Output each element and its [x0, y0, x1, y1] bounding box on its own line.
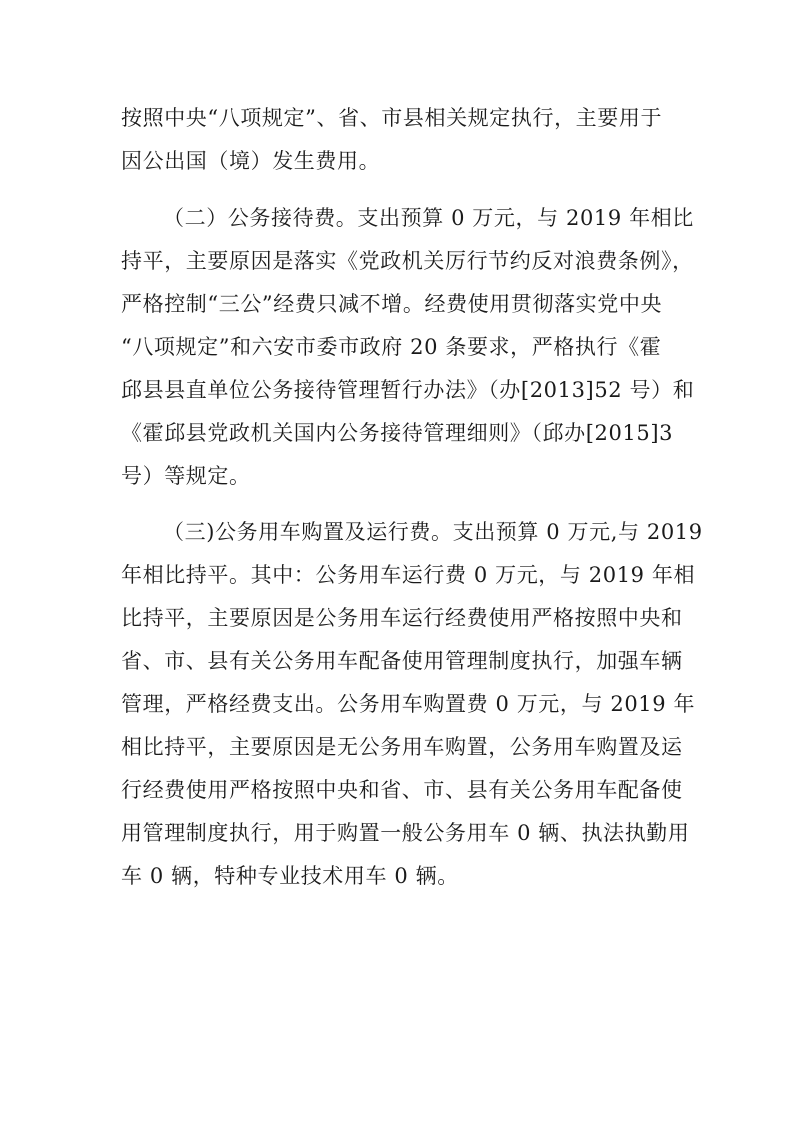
paragraph-line: 年相比持平。其中：公务用车运行费 0 万元，与 2019 年相	[121, 563, 696, 587]
paragraph-line: 比持平，主要原因是公务用车运行经费使用严格按照中央和	[121, 606, 683, 630]
paragraph-line: 持平，主要原因是落实《党政机关厉行节约反对浪费条例》，	[121, 249, 694, 273]
paragraph-line: “八项规定”和六安市委市政府 20 条要求，严格执行《霍	[121, 335, 662, 359]
paragraph-line: 行经费使用严格按照中央和省、市、县有关公务用车配备使	[121, 778, 683, 802]
paragraph-line: 《霍邱县党政机关国内公务接待管理细则》（邱办[2015]3	[121, 421, 674, 445]
paragraph-line: （二）公务接待费。支出预算 0 万元，与 2019 年相比	[163, 206, 694, 230]
paragraph-line: 车 0 辆，特种专业技术用车 0 辆。	[121, 864, 459, 888]
paragraph-line: 用管理制度执行，用于购置一般公务用车 0 辆、执法执勤用	[121, 821, 690, 845]
paragraph-line: 省、市、县有关公务用车配备使用管理制度执行，加强车辆	[121, 649, 683, 673]
paragraph-line: （三)公务用车购置及运行费。支出预算 0 万元,与 2019	[163, 520, 703, 544]
paragraph-line: 因公出国（境）发生费用。	[121, 149, 381, 173]
paragraph-line: 号）等规定。	[121, 464, 251, 488]
paragraph-line: 管理，严格经费支出。公务用车购置费 0 万元，与 2019 年	[121, 692, 696, 716]
paragraph-line: 相比持平，主要原因是无公务用车购置，公务用车购置及运	[121, 735, 683, 759]
paragraph-line: 严格控制“三公”经费只减不增。经费使用贯彻落实党中央	[121, 292, 663, 316]
paragraph-line: 邱县县直单位公务接待管理暂行办法》（办[2013]52 号）和	[121, 378, 695, 402]
paragraph-line: 按照中央“八项规定”、省、市县相关规定执行，主要用于	[121, 106, 663, 130]
